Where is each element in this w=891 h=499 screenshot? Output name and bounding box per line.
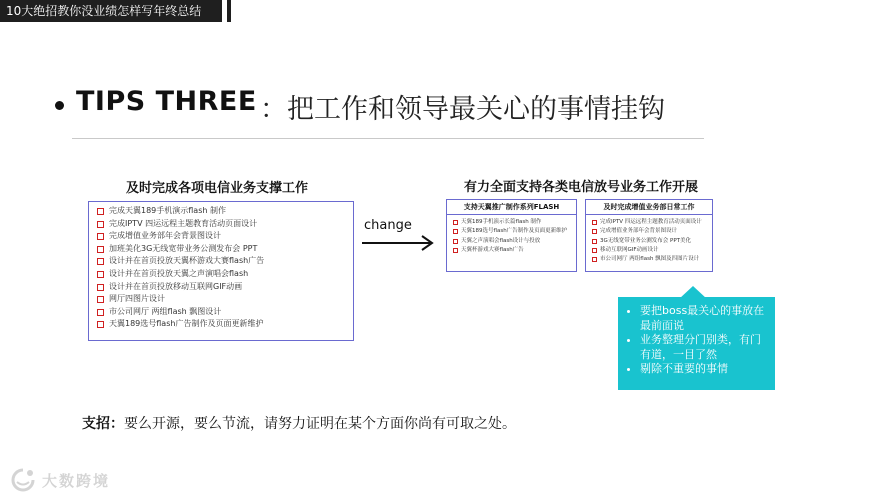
list-item: 天翼之声演唱会flash设计与投放	[453, 237, 576, 246]
advice-text	[82, 413, 516, 433]
list-item: 加班美化3G无线宽带业务公测发布会 PPT	[97, 243, 353, 256]
list-item: 天翼189手机演示长篇flash 制作	[453, 218, 576, 227]
callout-item: • 剔除不重要的事情	[640, 362, 767, 377]
checkbox-icon	[592, 229, 597, 234]
list-item: 完成IPTV 四运远程主题教育活动页面设计	[592, 218, 712, 227]
checkbox-icon	[97, 296, 104, 303]
daily-panel-title: 及时完成增值业务部日常工作	[586, 200, 712, 215]
checkbox-icon	[592, 248, 597, 253]
checkbox-icon	[592, 257, 597, 262]
checkbox-icon	[97, 233, 104, 240]
change-label: change	[364, 218, 412, 233]
checkbox-icon	[97, 258, 104, 265]
list-item: 完成增值业务部年会背景图设计	[592, 227, 712, 236]
flash-support-panel	[446, 199, 577, 272]
heading-subtitle: ：把工作和领导最关心的事情挂钩	[260, 94, 665, 125]
list-item: 设计并在首页投放天翼之声演唱会flash	[97, 268, 353, 281]
brand-logo-icon	[8, 467, 38, 493]
tip-callout	[618, 297, 775, 390]
checkbox-icon	[97, 284, 104, 291]
checkbox-icon	[453, 220, 458, 225]
list-item: 完成增值业务部年会背景图设计	[97, 230, 353, 243]
list-item: 网厅四图片设计	[97, 293, 353, 306]
list-item: 天翼杯游戏大赛flash广告	[453, 246, 576, 255]
checkbox-icon	[592, 220, 597, 225]
checkbox-icon	[97, 321, 104, 328]
right-box-title: 有力全面支持各类电信放号业务工作开展	[464, 180, 699, 195]
heading-divider	[72, 138, 704, 139]
list-item: 设计并在首页投放天翼杯游戏大赛flash广告	[97, 255, 353, 268]
left-task-panel	[88, 201, 354, 341]
checkbox-icon	[453, 229, 458, 234]
list-item: 3G无线宽带业务公测发布会 PPT美化	[592, 237, 712, 246]
advice-label: 支招：	[82, 416, 124, 432]
flash-panel-title: 支持天翼推广制作系列FLASH	[447, 200, 576, 215]
list-item: 移动互联网GIF动画设计	[592, 246, 712, 255]
list-item: 完成天翼189手机演示flash 制作	[97, 205, 353, 218]
callout-item: • 要把boss最关心的事放在最前面说	[640, 304, 767, 333]
slide-header-title: 10大绝招教你没业绩怎样写年终总结	[0, 0, 222, 22]
bullet-dot	[55, 101, 64, 110]
checkbox-icon	[97, 246, 104, 253]
checkbox-icon	[97, 221, 104, 228]
daily-work-panel	[585, 199, 713, 272]
list-item: 设计并在首页投放移动互联网GIF动画	[97, 281, 353, 294]
list-item: 市公司网厅 两组flash 飘图设计	[97, 306, 353, 319]
heading-tips-three: TIPS THREE	[76, 86, 257, 117]
checkbox-icon	[97, 309, 104, 316]
list-item: 天翼189选号flash广告制作及页面更新维护	[453, 227, 576, 236]
checkbox-icon	[453, 248, 458, 253]
list-item: 完成IPTV 四运远程主题教育活动页面设计	[97, 218, 353, 231]
advice-body: 要么开源，要么节流，请努力证明在某个方面你尚有可取之处。	[124, 416, 516, 432]
callout-item: • 业务整理分门别类，有门有道，一目了然	[640, 333, 767, 362]
left-box-title: 及时完成各项电信业务支撑工作	[126, 181, 309, 196]
checkbox-icon	[97, 271, 104, 278]
watermark-text: 大数跨境	[42, 472, 111, 490]
header-divider	[227, 0, 231, 22]
list-item: 市公司网厅 两组flash 飘图及四图片设计	[592, 255, 712, 264]
checkbox-icon	[97, 208, 104, 215]
checkbox-icon	[453, 239, 458, 244]
checkbox-icon	[592, 239, 597, 244]
right-arrow-icon	[360, 233, 438, 253]
list-item: 天翼189选号flash广告制作及页面更新维护	[97, 318, 353, 331]
